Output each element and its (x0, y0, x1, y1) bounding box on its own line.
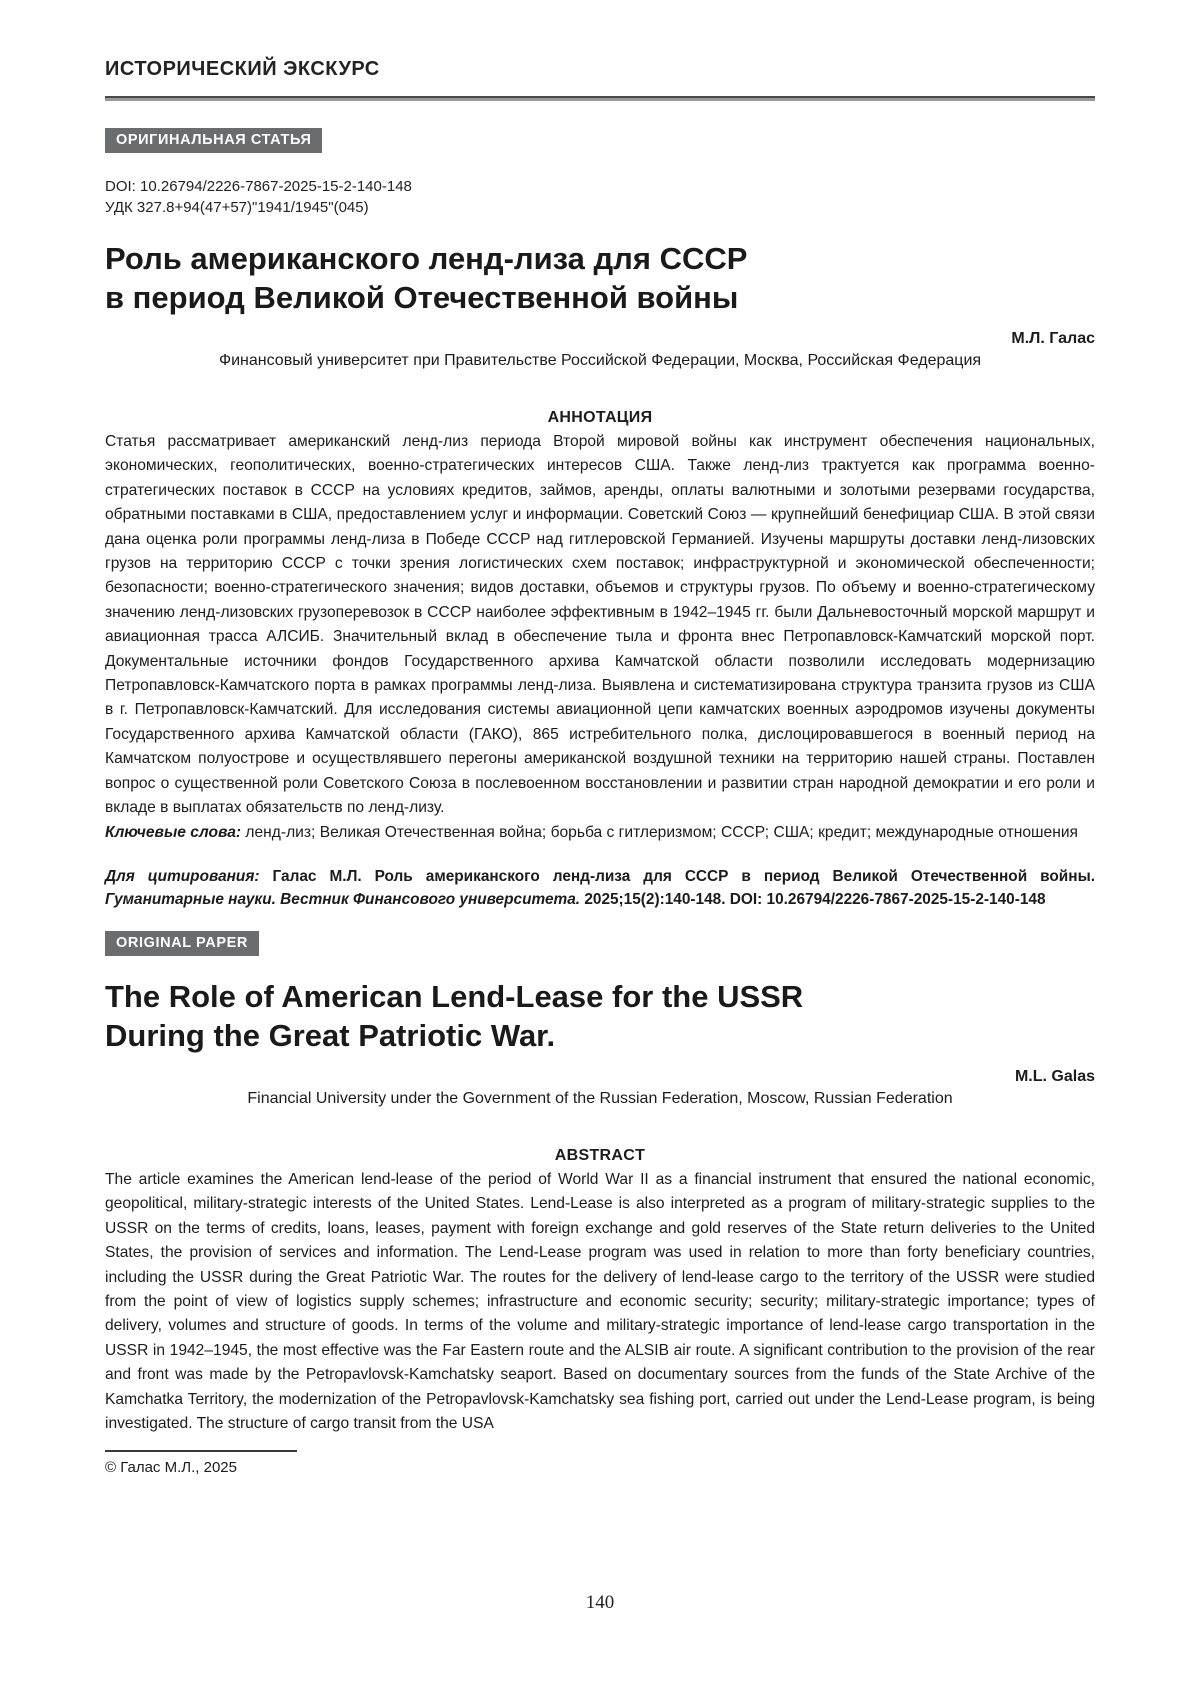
abstract-text-en: The article examines the American lend-lease of the period of World War II as a financial instrument that ensured the national economic, geopolitical, military-strategic interests of the United States. Lend-Lease is also interpreted as a program of military-strategic supplies to the USSR on the terms of credits, loans, leases, payment with foreign exchange and gold reserves of the State return deliveries to the United States, the provision of services and information. The Lend-Lease program was used in relation to more than forty beneficiary countries, including the USSR during the Great Patriotic War. The routes for the delivery of lend-lease cargo to the territory of the USSR were studied from the point of view of logistics supply schemes; infrastructure and economic security; security; military-strategic importance; types of delivery, volumes and structure of goods. In terms of the volume and military-strategic importance of lend-lease cargo transportation in the USSR in 1942–1945, the most effective was the Far Eastern route and the ALSIB air route. A significant contribution to the provision of the rear and front was made by the Petropavlovsk-Kamchatsky seaport. Based on documentary sources from the funds of the State Archive of the Kamchatka Territory, the modernization of the Petropavlovsk-Kamchatsky sea fishing port, carried out under the Lend-Lease program, is being investigated. The structure of cargo transit from the USA (105, 1170, 1095, 1432)
running-head: ИСТОРИЧЕСКИЙ ЭКСКУРС (105, 58, 380, 80)
abstract-heading-en: ABSTRACT (554, 1146, 646, 1164)
citation-tail-ru: 2025;15(2):140-148. DOI: 10.26794/2226-7867-2025-15-2-140-148 (580, 890, 1046, 908)
author-en: M.L. Galas (1014, 1067, 1095, 1085)
article-type-badge-en: ORIGINAL PAPER (105, 931, 259, 956)
keywords-text-ru: ленд-лиз; Великая Отечественная война; борьба с гитлеризмом; СССР; США; кредит; международные отношения (241, 823, 1078, 841)
author-ru: М.Л. Галас (1011, 330, 1095, 347)
header-rule (105, 96, 1095, 101)
article-title-en (105, 977, 1095, 1055)
citation-main-ru: Галас М.Л. Роль американского ленд-лиза для СССР в период Великой Отечественной войны. (259, 867, 1095, 885)
copyright-line: © Галас М.Л., 2025 (105, 1459, 237, 1477)
keywords-label-ru: Ключевые слова: (105, 823, 242, 841)
udc-line: УДК 327.8+94(47+57)"1941/1945"(045) (105, 199, 369, 216)
page-number: 140 (585, 1592, 615, 1613)
abstract-heading-ru: АННОТАЦИЯ (547, 409, 653, 426)
article-title-en-line1: The Role of American Lend-Lease for the USSR (105, 978, 804, 1014)
article-title-ru-line1: Роль американского ленд-лиза для СССР (105, 241, 748, 276)
citation-ru (105, 865, 1095, 911)
doi-line: DOI: 10.26794/2226-7867-2025-15-2-140-148 (105, 178, 412, 195)
article-title-ru (105, 239, 1095, 317)
citation-label-ru: Для цитирования: (105, 867, 260, 885)
article-title-en-line2: During the Great Patriotic War. (105, 1017, 556, 1053)
article-identifiers (105, 176, 1095, 218)
article-title-ru-line2: в период Великой Отечественной войны (105, 280, 739, 315)
abstract-text-ru: Статья рассматривает американский ленд-лиз периода Второй мировой войны как инструмент обеспечения национальных, экономических, геополитических, военно-стратегических интересов США. Также ленд-лиз трактуется как программа военно-стратегических поставок в СССР на условиях кредитов, займов, аренды, оплаты валютными и золотыми резервами государства, обратными поставками в США, предоставлением услуг и информации. Советский Союз — крупнейший бенефициар США. В этой связи дана оценка роли программы ленд-лиза в Победе СССР над гитлеровской Германией. Изучены маршруты доставки ленд-лизовских грузов на территорию СССР с точки зрения логистических схем поставок; инфраструктурной и экономической обеспеченности; безопасности; военно-стратегического значения; видов доставки, объемов и структуры грузов. По объему и военно-стратегическому значению ленд-лизовских грузоперевозок в СССР наиболее эффективным в 1942–1945 гг. были Дальневосточный морской маршрут и авиационная трасса АЛСИБ. Значительный вклад в обеспечение тыла и фронта внес Петропавловск-Камчатский морской порт. Документальные источники фондов Государственного архива Камчатской области позволили исследовать модернизацию Петропавловск-Камчатского порта в рамках программы ленд-лиза. Выявлена и систематизирована структура транзита грузов из США в г. Петропавловск-Камчатский. Для исследования системы авиационной цепи камчатских военных аэродромов изучены документы Государственного архива Камчатской области (ГАКО), 865 истребительного полка, дислоцировавшегося в военный период на Камчатском полуострове и осуществлявшего перегоны американской воздушной техники на территорию нашей страны. Поставлен вопрос о существенной роли Советского Союза в послевоенном восстановлении и развитии стран народной демократии и его роли и вкладе в выплатах обязательств по ленд-лизу. (105, 433, 1095, 817)
footnote-rule (105, 1450, 297, 1452)
affiliation-ru: Финансовый университет при Правительстве Российской Федерации, Москва, Российская Федерация (218, 352, 982, 369)
article-type-badge-ru: ОРИГИНАЛЬНАЯ СТАТЬЯ (105, 128, 322, 153)
citation-journal-ru: Гуманитарные науки. Вестник Финансового университета. (105, 890, 581, 908)
affiliation-en: Financial University under the Government of the Russian Federation, Moscow, Russian Federation (247, 1089, 953, 1107)
keywords-ru (105, 821, 1095, 845)
